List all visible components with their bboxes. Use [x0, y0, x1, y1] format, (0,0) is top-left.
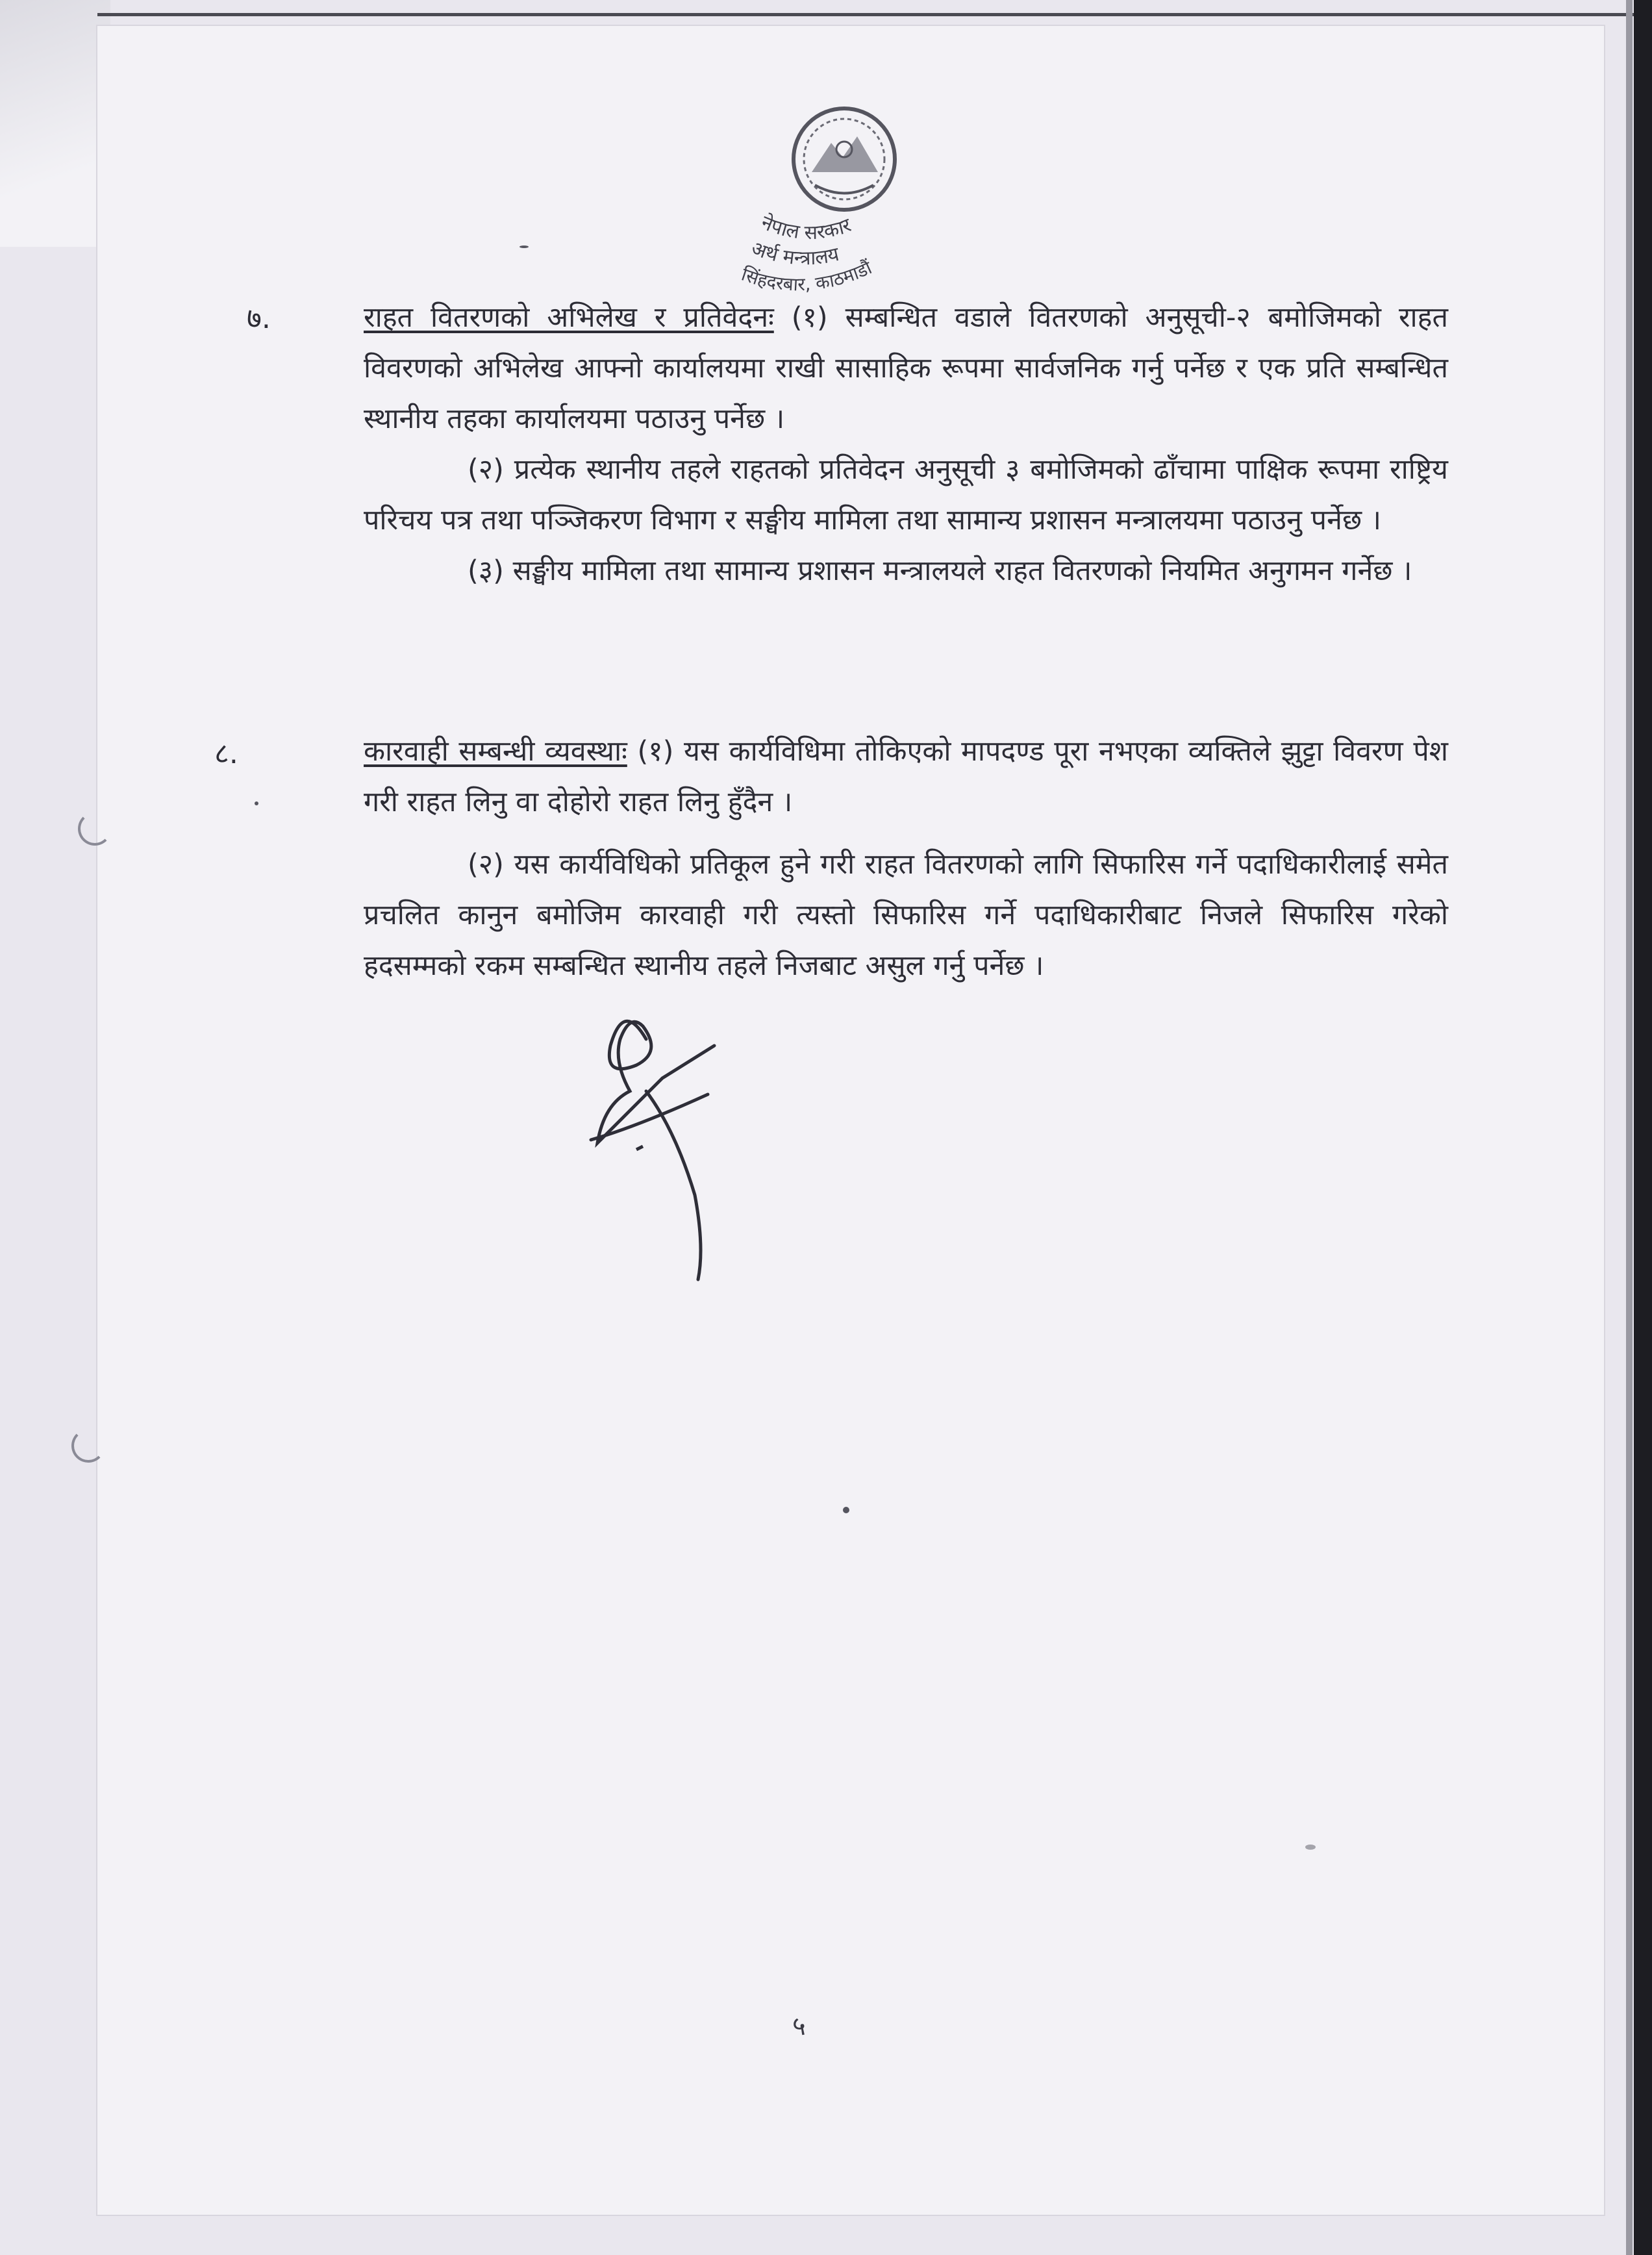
section-7-clause-1: (१) सम्बन्धित वडाले वितरणको अनुसूची-२ बमोजिमको राहत विवरणको अभिलेख आफ्नो कार्यालयमा राखी सासाहिक रूपमा सार्वजनिक गर्नु पर्नेछ र एक प्रति सम्बन्धित स्थानीय तहका कार्यालयमा पठाउनु पर्नेछ । — [364, 301, 1449, 435]
section-8-number: ८. — [214, 737, 238, 770]
page-number: ५ — [792, 2011, 806, 2041]
section-7-number: ७. — [247, 302, 271, 335]
section-7-paragraph-1 — [364, 292, 1448, 444]
section-8 — [364, 726, 1448, 991]
punch-hole-mark — [78, 812, 112, 846]
seal-text-line-3: सिंहदरबार, काठमाडौं — [738, 257, 875, 296]
seal-text-line-2: अर्थ मन्त्रालय — [748, 236, 842, 270]
seal-text-line-1: नेपाल सरकार — [757, 211, 855, 244]
section-7 — [364, 292, 1448, 596]
scan-speck — [1305, 1845, 1316, 1850]
section-8-clause-1: (१) यस कार्यविधिमा तोकिएको मापदण्ड पूरा नभएका व्यक्तिले झुट्टा विवरण पेश गरी राहत लिनु वा दोहोरो राहत लिनु हुँदैन । — [364, 735, 1448, 818]
section-8-clause-2: (२) यस कार्यविधिको प्रतिकूल हुने गरी राहत वितरणको लागि सिफारिस गर्ने पदाधिकारीलाई समेत प्रचलित कानुन बमोजिम कारवाही गरी त्यस्तो सिफारिस गर्ने पदाधिकारीबाट निजले सिफारिस गरेको हदसम्मको रकम सम्बन्धित स्थानीय तहले निजबाट असुल गर्नु पर्नेछ । — [364, 848, 1448, 982]
scan-right-border — [1634, 0, 1652, 2255]
government-seal — [734, 97, 955, 305]
scan-top-edge — [97, 0, 1652, 16]
section-8-heading: कारवाही सम्बन्धी व्यवस्थाः — [364, 735, 627, 768]
scan-fold-shadow — [0, 0, 110, 247]
section-7-clause-3: (३) सङ्घीय मामिला तथा सामान्य प्रशासन मन्त्रालयले राहत वितरणको नियमित अनुगमन गर्नेछ । — [468, 555, 1412, 587]
svg-text:नेपाल सरकार — [758, 211, 855, 244]
scan-speck — [519, 246, 529, 248]
handwritten-signature — [584, 1000, 753, 1299]
section-7-heading: राहत वितरणको अभिलेख र प्रतिवेदनः — [364, 301, 774, 334]
punch-hole-mark — [71, 1429, 105, 1463]
section-7-clause-2: (२) प्रत्येक स्थानीय तहले राहतको प्रतिवेदन अनुसूची ३ बमोजिमको ढाँचामा पाक्षिक रूपमा राष्ट्रिय परिचय पत्र तथा पञ्जिकरण विभाग र सङ्घीय मामिला तथा सामान्य प्रशासन मन्त्रालयमा पठाउनु पर्नेछ । — [364, 453, 1448, 536]
scan-speck — [255, 801, 258, 805]
scan-right-edge — [1626, 0, 1633, 2255]
scan-speck — [843, 1507, 849, 1513]
section-8-paragraph-1 — [364, 726, 1448, 827]
